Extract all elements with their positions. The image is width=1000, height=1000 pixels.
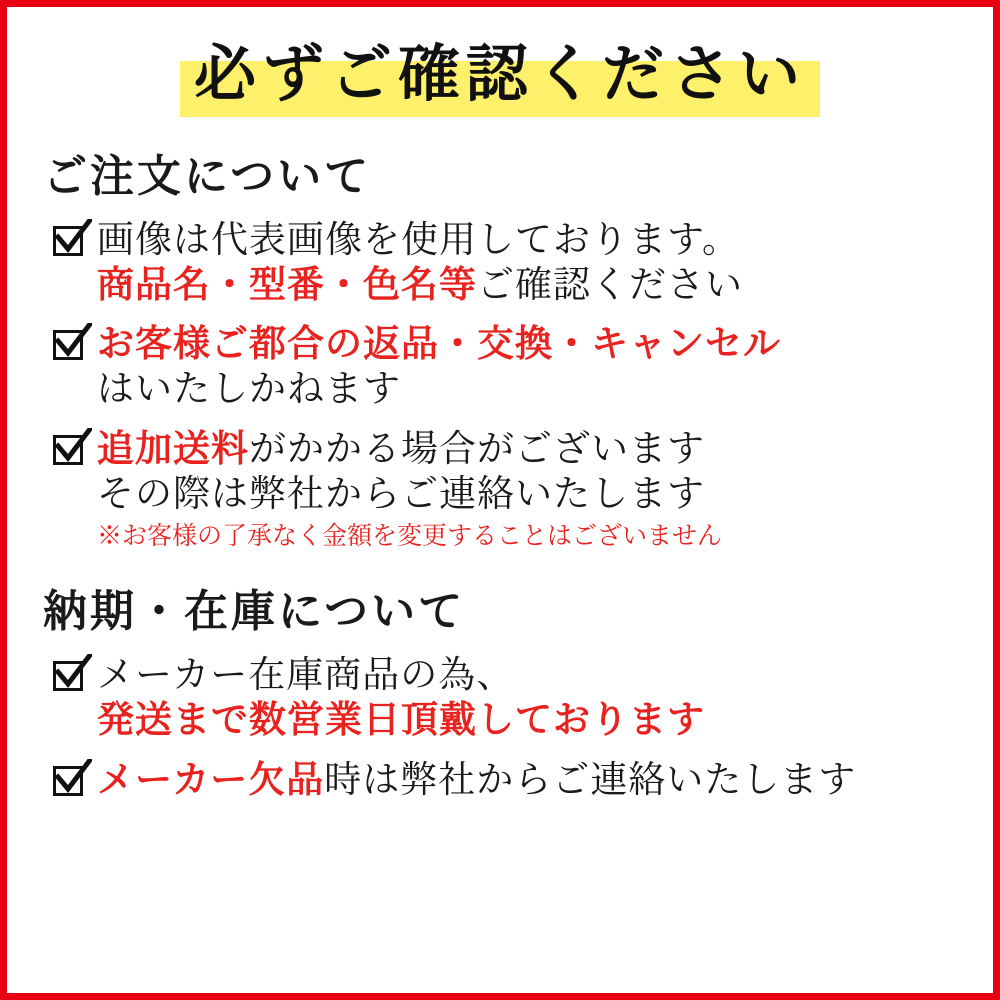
emphasis-text: 発送まで数営業日頂戴しております	[97, 700, 705, 742]
border-right	[993, 0, 1000, 1000]
normal-text: ご確認ください	[477, 265, 743, 307]
list-item	[53, 218, 993, 308]
normal-text: がかかる場合がございます	[249, 428, 705, 470]
item-text	[97, 427, 993, 554]
item-text	[97, 322, 993, 412]
emphasis-text: お客様ご都合の返品・交換・キャンセル	[97, 324, 781, 366]
border-left	[0, 0, 7, 1000]
checklist	[7, 218, 993, 553]
emphasis-text: 追加送料	[97, 428, 249, 470]
section-heading: 納期・在庫について	[43, 587, 466, 637]
section-heading: ご注文について	[43, 152, 372, 202]
checkbox-checked-icon	[53, 661, 89, 697]
item-line	[97, 367, 993, 412]
item-line	[97, 427, 993, 472]
item-line	[97, 218, 993, 263]
item-note: ※お客様の了承なく金額を変更することはございません	[97, 522, 723, 550]
normal-text: 時は弊社からご連絡いたします	[324, 759, 857, 801]
item-line	[97, 758, 993, 803]
item-line	[97, 698, 993, 743]
checklist	[7, 653, 993, 802]
border-top	[0, 0, 1000, 7]
normal-text: その際は弊社からご連絡いたします	[97, 473, 705, 515]
notice-content	[7, 7, 993, 993]
item-line	[97, 472, 993, 517]
item-line	[97, 322, 993, 367]
sections-root	[7, 140, 993, 803]
list-item	[53, 653, 993, 743]
checkbox-checked-icon	[53, 435, 89, 471]
emphasis-text: 商品名・型番・色名等	[97, 265, 477, 307]
normal-text: 画像は代表画像を使用しております。	[97, 220, 741, 262]
list-item	[53, 427, 993, 554]
item-line	[97, 653, 993, 698]
item-text	[97, 653, 993, 743]
list-item	[53, 322, 993, 412]
checkbox-checked-icon	[53, 330, 89, 366]
list-item	[53, 758, 993, 803]
item-text	[97, 218, 993, 308]
item-text	[97, 758, 993, 803]
emphasis-text: メーカー欠品	[97, 759, 325, 801]
page-title-text: 必ずご確認ください	[193, 41, 806, 109]
checkbox-checked-icon	[53, 226, 89, 262]
border-bottom	[0, 993, 1000, 1000]
checkbox-checked-icon	[53, 766, 89, 802]
normal-text: はいたしかねます	[97, 369, 401, 411]
item-line	[97, 263, 993, 308]
page-title	[180, 39, 820, 114]
normal-text: メーカー在庫商品の為、	[97, 655, 515, 697]
page-title-wrap	[7, 39, 993, 114]
